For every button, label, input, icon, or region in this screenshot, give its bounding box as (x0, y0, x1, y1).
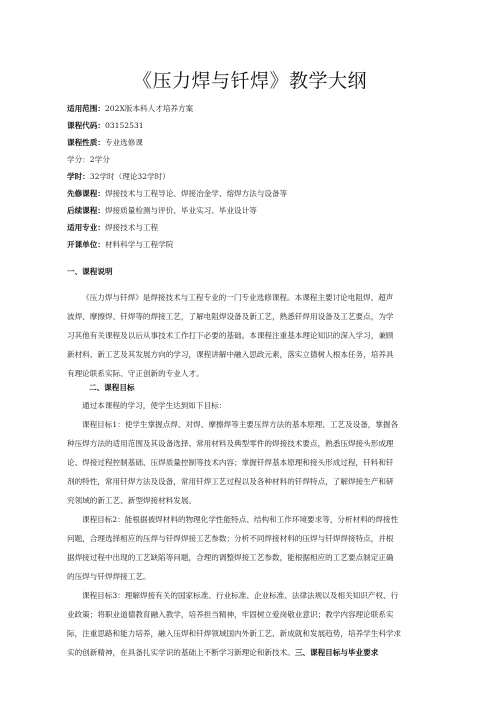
meta-row-credit: 学分：2学分 (67, 155, 110, 164)
section1-paragraph: 《压力焊与钎焊》是焊接技术与工程专业的一门专业选修课程。本课程主要讨论电阻焊、超声 波焊、摩擦焊、钎焊等的焊接工艺，了解电阻焊设备及新工艺，熟悉钎焊用设备及工艺要点，为学 习其他有关课程及以后从事技术工作打下必要的基础。本课程注重基本理论知识的深入学习，兼顾 新材料、新工艺及其发展方向的学习，课程讲解中融入思政元素，落实立德树人根本任务，培养具 有理论联系实际、守正创新的专业人才。 (67, 293, 394, 378)
section-heading-3: 三、课程目标与毕业要求 (294, 648, 379, 657)
meta-row-followup: 后续课程：焊接质量检测与评价、毕业实习、毕业设计等 (67, 206, 257, 215)
meta-row-scope: 适用范围：202X版本科人才培养方案 (67, 104, 194, 113)
meta-row-department: 开课单位：材料科学与工程学院 (67, 240, 174, 249)
course-meta-list (67, 100, 447, 253)
meta-row-nature: 课程性质：专业选修课 (67, 138, 143, 147)
section-heading-1: 一、课程说明 (67, 267, 113, 276)
section-heading-2: 二、课程目标 (89, 383, 135, 392)
goal3-last-line: 实的创新精神，在具备扎实学识的基础上不断学习新理论和新技术。 (67, 648, 295, 657)
meta-row-prerequisites: 先修课程：焊接技术与工程导论、焊接冶金学、熔焊方法与设备等 (67, 189, 288, 198)
goal3-paragraph: 课程目标3：理解焊接有关的国家标准、行业标准、企业标准、法律法规以及相关知识产权、行 业政策；将职业道德教育融入教学，培养担当精神，牢固树立爱岗敬业意识；教学内容理论联系实 际，注重思路和能力培养，融入压焊和钎焊领域国内外新工艺、新成就和发展趋势，培养学生科学求 实的创新精神，在具备扎实学识的基础上不断学习新理论和新技术。三、课程目标与毕业要求 (67, 591, 402, 657)
goal1-paragraph: 课程目标1：使学生掌握点焊、对焊、摩擦焊等主要压焊方法的基本原理、工艺及设备，掌握各 种压焊方法的适用范围及其设备选择、常用材料及典型零件的焊接技术要点，熟悉压焊接头形成理 论、焊接过程控制基础、压焊质量控制等技术内容；掌握钎焊基本原理和接头形成过程，钎料和钎 剂的特性，常用钎焊方法及设备，常用钎焊工艺过程以及各种材料的钎焊特点，了解焊接生产和研 究领域的新工艺、新型焊接材料发展。 (67, 420, 399, 505)
goal2-paragraph: 课程目标2：能根据被焊材料的物理化学性能特点、结构和工作环境要求等，分析材料的焊接性 问题，合理选择相应的压焊与钎焊焊接工艺参数；分析不同焊接材料的压焊与钎焊焊接特点，并根 据焊接过程中出现的工艺缺陷等问题，合理的调整焊接工艺参数，能根据相应的工艺要点制定正确 的压焊与钎焊焊接工艺。 (67, 515, 399, 581)
section2-intro: 通过本课程的学习，使学生达到如下目标： (82, 401, 227, 410)
document-title: 《压力焊与钎焊》教学大纲 (132, 70, 367, 92)
meta-row-code: 课程代码：03152531 (67, 121, 144, 130)
meta-row-major: 适用专业：焊接技术与工程 (67, 223, 159, 232)
meta-row-hours: 学时：32学时（理论32学时） (67, 172, 170, 181)
